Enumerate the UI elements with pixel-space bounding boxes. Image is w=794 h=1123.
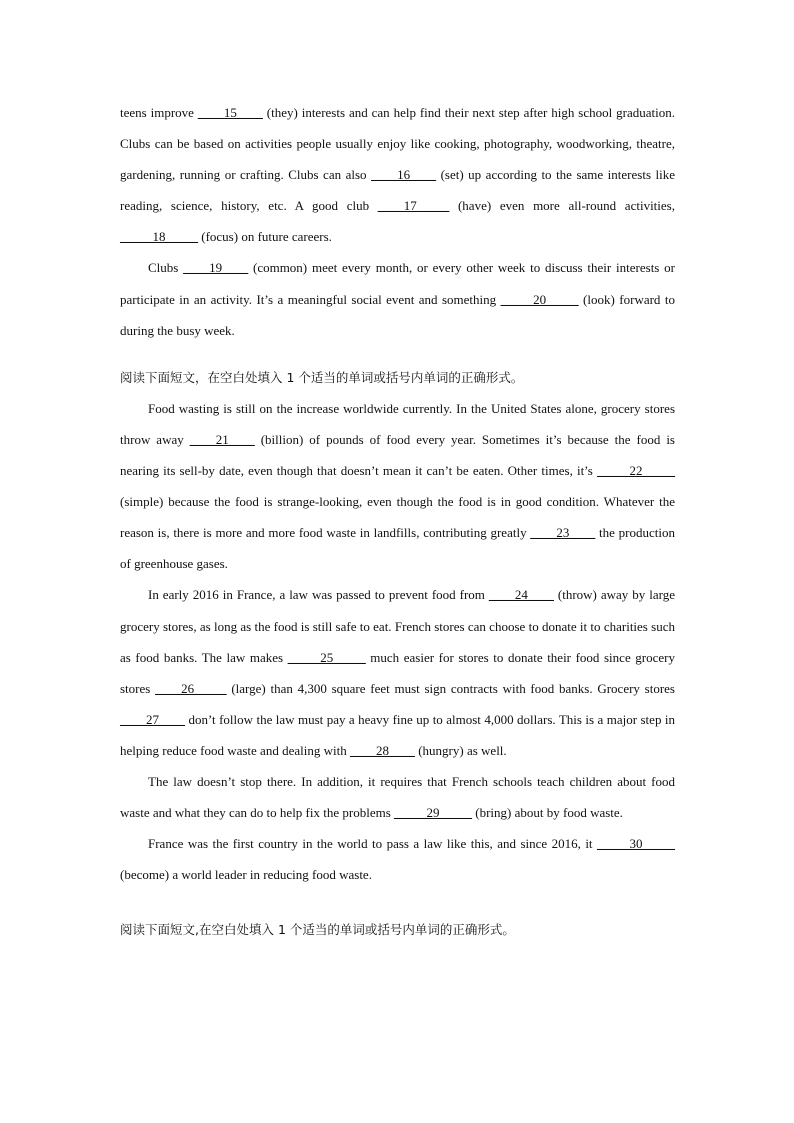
text: the production of greenhouse gases. (120, 525, 675, 572)
blank-25[interactable]: _____25_____ (287, 649, 366, 665)
passage1-paragraph-2 (120, 252, 675, 345)
blank-20[interactable]: _____20_____ (500, 291, 579, 307)
section3-instruction: 阅读下面短文,在空白处填入 1 个适当的单词或括号内单词的正确形式。 (120, 922, 515, 938)
text: The law doesn’t stop there. In addition, it requires that French schools teach children about food waste and what they can do to help fix the problems (120, 773, 675, 821)
blank-29[interactable]: _____29_____ (394, 805, 473, 821)
text: (focus) on future careers. (198, 229, 332, 245)
blank-21[interactable]: ____21____ (189, 431, 255, 447)
blank-23[interactable]: ____23____ (530, 525, 596, 541)
text: (throw) away by large grocery stores, as long as the food is still safe to eat. French stores can choose to donate it to charities such as food banks. The law makes (120, 587, 675, 665)
section2-paragraph-3 (120, 766, 675, 828)
text: (bring) about by food waste. (472, 805, 623, 821)
section2-instruction: 阅读下面短文，在空白处填入 1 个适当的单词或括号内单词的正确形式。 (120, 369, 524, 385)
text: (set) up according to the same interests like reading, science, history, etc. A good club (120, 167, 676, 214)
text: (have) even more all-round activities, (449, 198, 675, 214)
section2-paragraph-2 (120, 579, 675, 766)
text: (they) interests and can help find their next step after high school graduation. Clubs can be based on activities people usually enjoy like cooking, photography, woodworking, theatre, gardening, running or crafting. Clubs can also (120, 105, 675, 183)
text: (billion) of pounds of food every year. Sometimes it’s because the food is nearing its sell-by date, even though that doesn’t mean it can’t be eaten. Other times, it’s (120, 431, 675, 479)
blank-16[interactable]: ____16____ (371, 167, 437, 183)
blank-28[interactable]: ____28____ (349, 742, 415, 758)
text: teens improve (120, 105, 198, 120)
blank-15[interactable]: ____15____ (197, 105, 263, 120)
text: (look) forward to during the busy week. (120, 291, 675, 338)
blank-24[interactable]: ____24____ (488, 587, 554, 603)
text: In early 2016 in France, a law was passed to prevent food from (148, 587, 489, 603)
blank-22[interactable]: _____22_____ (597, 463, 675, 479)
section2-paragraph-4 (120, 828, 675, 890)
text: don’t follow the law must pay a heavy fine up to almost 4,000 dollars. This is a major step in helping reduce food waste and dealing with (120, 711, 675, 758)
passage1-paragraph-1 (120, 97, 675, 252)
text: much easier for stores to donate their food since grocery stores (120, 649, 675, 696)
blank-26[interactable]: ____26_____ (155, 680, 227, 696)
document-page (120, 97, 675, 945)
text: (simple) because the food is strange-looking, even though the food is in good condition. Whatever the reason is, there is more and more food waste in landfills, contributing greatly (120, 494, 675, 541)
text: Clubs (148, 260, 184, 276)
blank-19[interactable]: ____19____ (183, 260, 249, 276)
text: France was the first country in the world to pass a law like this, and since 2016, it (148, 836, 597, 852)
blank-18[interactable]: _____18_____ (120, 229, 198, 245)
section2-paragraph-1 (120, 393, 675, 580)
text: (common) meet every month, or every other week to discuss their interests or participate in an activity. It’s a meaningful social event and something (120, 260, 676, 307)
text: Food wasting is still on the increase worldwide currently. In the United States alone, grocery stores throw away (120, 400, 675, 447)
text: (large) than 4,300 square feet must sign contracts with food banks. Grocery stores (226, 680, 675, 696)
blank-27[interactable]: ____27____ (120, 711, 185, 727)
text: (hungry) as well. (414, 742, 507, 758)
text: (become) a world leader in reducing food waste. (120, 867, 372, 883)
blank-17[interactable]: ____17_____ (377, 198, 450, 214)
blank-30[interactable]: _____30_____ (597, 836, 675, 852)
